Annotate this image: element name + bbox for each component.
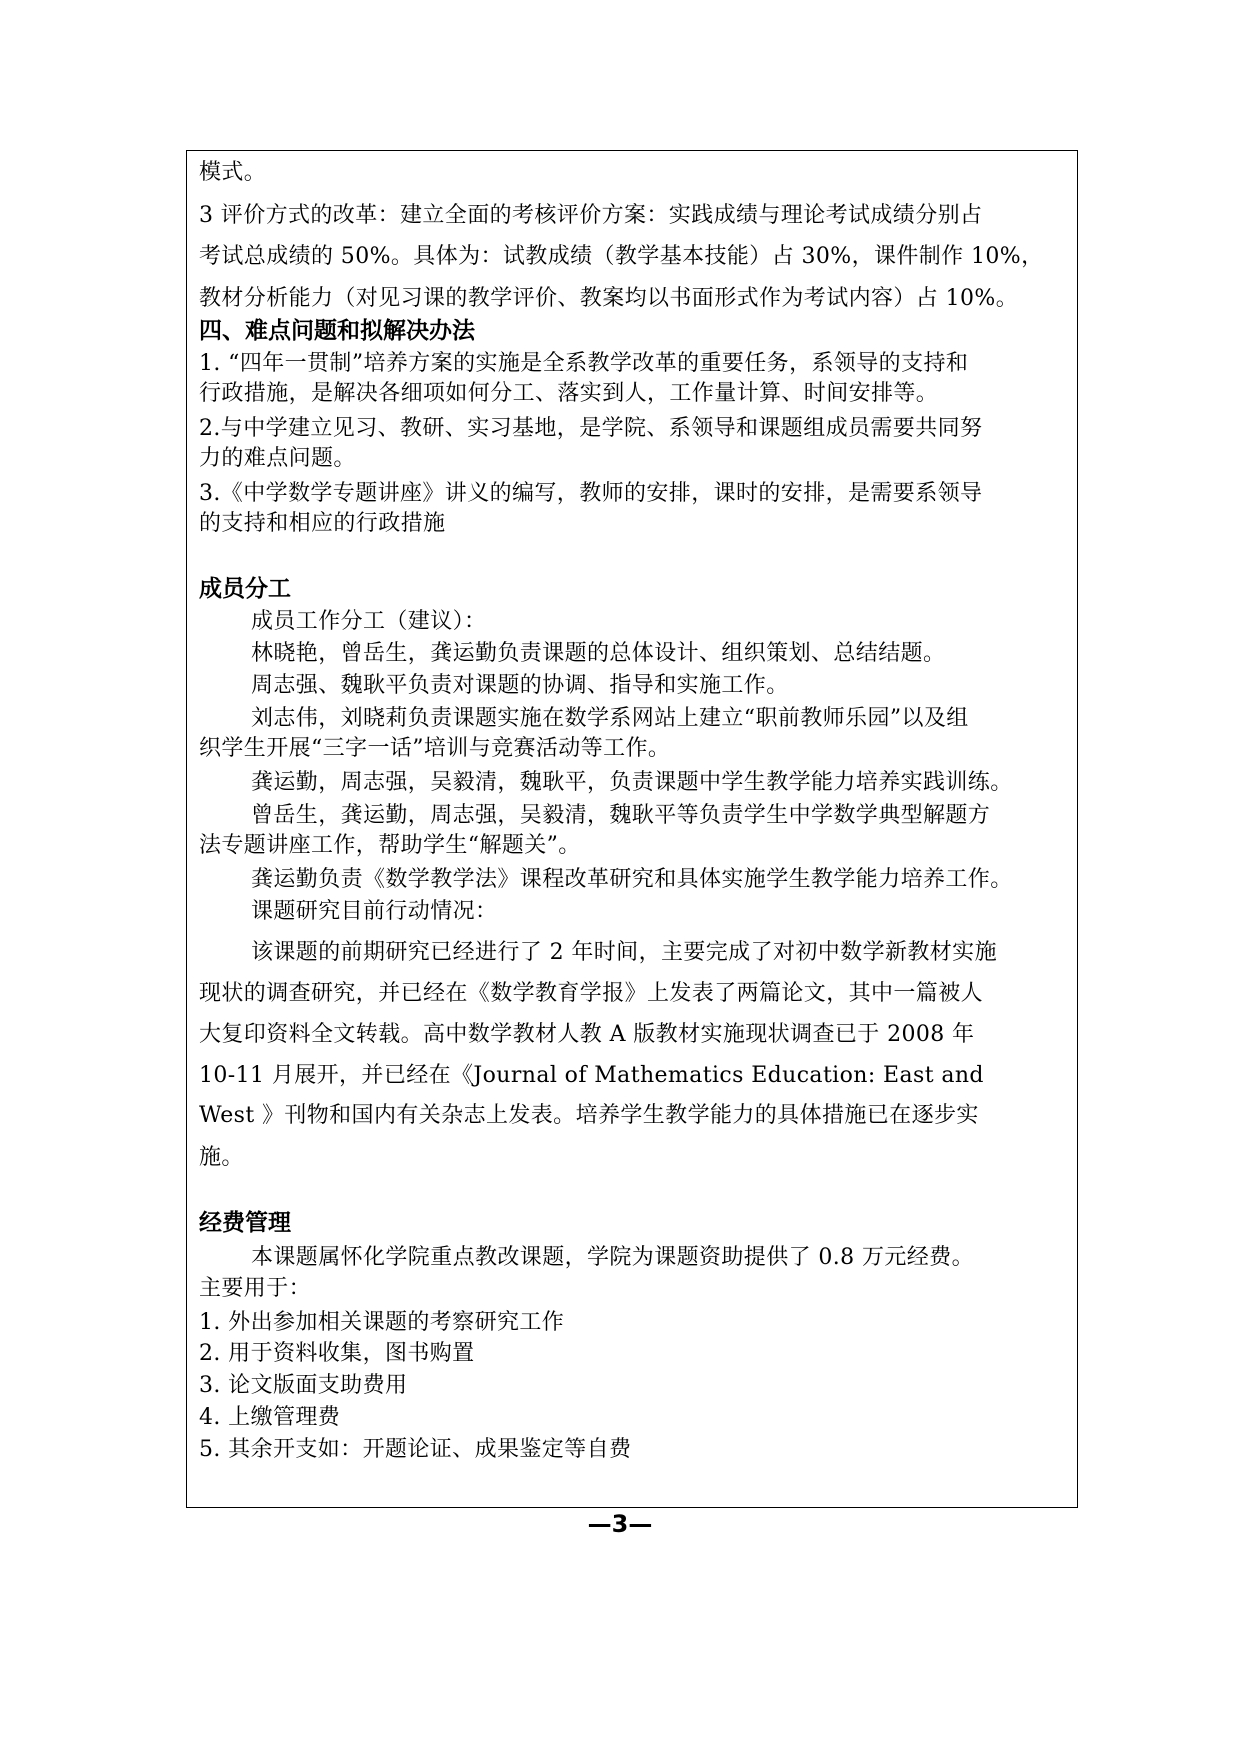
paragraph-line: 主要用于： [199,1276,312,1301]
paragraph-line: 行政措施，是解决各细项如何分工、落实到人，工作量计算、时间安排等。 [199,381,939,406]
paragraph-line: 成员工作分工（建议）： [251,609,487,634]
paragraph-line: 法专题讲座工作，帮助学生“解题关”。 [199,833,581,858]
paragraph-line: West 》刊物和国内有关杂志上发表。培养学生教学能力的具体措施已在逐步实 [199,1103,979,1128]
paragraph-line: 的支持和相应的行政措施 [199,511,446,536]
page-number: —3— [587,1510,653,1538]
paragraph-line: 模式。 [199,160,267,185]
paragraph-line: 龚运勤负责《数学教学法》课程改革研究和具体实施学生教学能力培养工作。 [251,867,1013,892]
paragraph-line: 教材分析能力（对见习课的教学评价、教案均以书面形式作为考试内容）占 10%。 [199,286,1019,311]
list-item: 3. 论文版面支助费用 [199,1373,408,1398]
paragraph-line: 课题研究目前行动情况： [251,899,498,924]
paragraph-line: 3.《中学数学专题讲座》讲义的编写，教师的安排，课时的安排，是需要系领导 [199,481,983,506]
list-item: 1. 外出参加相关课题的考察研究工作 [199,1310,565,1335]
paragraph-line: 曾岳生，龚运勤，周志强，吴毅清，魏耿平等负责学生中学数学典型解题方 [251,803,991,828]
paragraph-line: 10-11 月展开，并已经在《Journal of Mathematics Education: East and [199,1063,984,1088]
list-item: 4. 上缴管理费 [199,1405,341,1430]
paragraph-line: 3 评价方式的改革：建立全面的考核评价方案：实践成绩与理论考试成绩分别占 [199,203,983,228]
list-item: 2. 用于资料收集，图书购置 [199,1341,475,1366]
paragraph-line: 龚运勤，周志强，吴毅清，魏耿平，负责课题中学生教学能力培养实践训练。 [251,770,1013,795]
section-heading-funding: 经费管理 [199,1210,291,1236]
paragraph-line: 力的难点问题。 [199,446,356,471]
section-heading-difficulties: 四、难点问题和拟解决办法 [199,318,475,344]
list-item: 5. 其余开支如：开题论证、成果鉴定等自费 [199,1437,632,1462]
paragraph-line: 大复印资料全文转载。高中数学教材人教 A 版教材实施现状调查已于 2008 年 [199,1022,975,1047]
paragraph-line: 刘志伟，刘晓莉负责课题实施在数学系网站上建立“职前教师乐园”以及组 [251,706,969,731]
paragraph-line: 现状的调查研究，并已经在《数学教育学报》上发表了两篇论文，其中一篇被人 [199,981,984,1006]
paragraph-line: 2.与中学建立见习、教研、实习基地，是学院、系领导和课题组成员需要共同努 [199,416,983,441]
paragraph-line: 1. “四年一贯制”培养方案的实施是全系教学改革的重要任务，系领导的支持和 [199,351,969,376]
paragraph-line: 本课题属怀化学院重点教改课题，学院为课题资助提供了 0.8 万元经费。 [251,1245,974,1270]
paragraph-line: 林晓艳，曾岳生，龚运勤负责课题的总体设计、组织策划、总结结题。 [251,641,946,666]
paragraph-line: 该课题的前期研究已经进行了 2 年时间，主要完成了对初中数学新教材实施 [251,940,997,965]
paragraph-line: 周志强、魏耿平负责对课题的协调、指导和实施工作。 [251,673,789,698]
section-heading-member-division: 成员分工 [199,576,291,602]
paragraph-line: 施。 [199,1145,244,1170]
paragraph-line: 考试总成绩的 50%。具体为：试教成绩（教学基本技能）占 30%，课件制作 10%， [199,244,1044,269]
paragraph-line: 织学生开展“三字一话”培训与竞赛活动等工作。 [199,736,671,761]
